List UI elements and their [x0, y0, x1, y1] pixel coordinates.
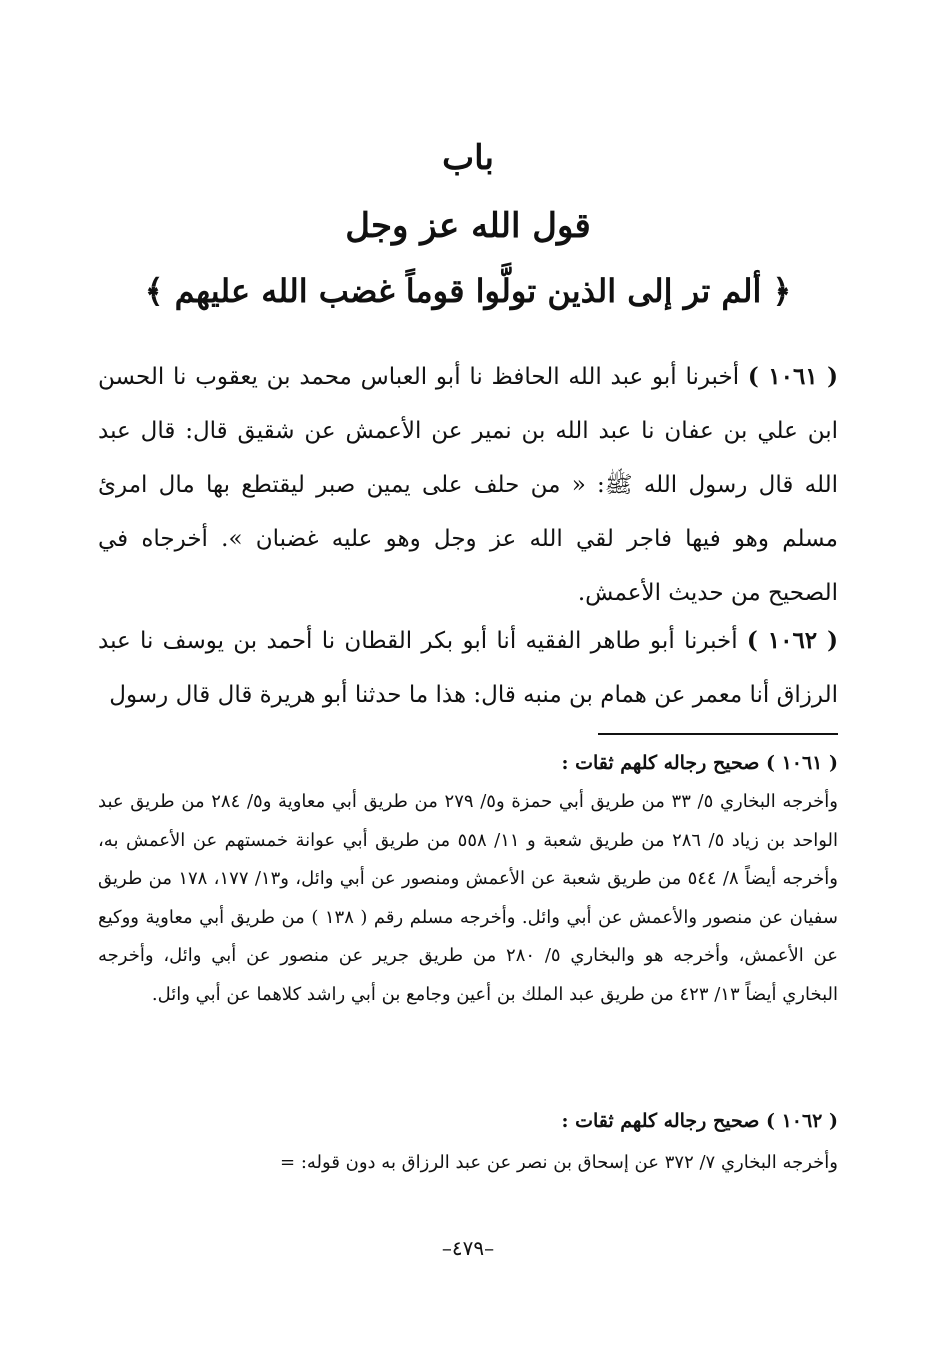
- chapter-title-statement: قول الله عز وجل: [345, 206, 591, 246]
- hadith-number: ( ١٠٦١ ): [747, 363, 839, 390]
- hadith-1061: [98, 350, 838, 620]
- footnote-title-1062: ( ١٠٦٢ ) صحيح رجاله كلهم ثقات :: [561, 1110, 838, 1132]
- chapter-title-bab: باب: [442, 138, 494, 178]
- hadith-number: ( ١٠٦٢ ): [746, 627, 839, 654]
- hadith-text: أخبرنا أبو طاهر الفقيه أنا أبو بكر القطان نا أحمد بن يوسف نا عبد الرزاق أنا معمر عن همام بن منبه قال: هذا ما حدثنا أبو هريرة قال قال رسول: [98, 628, 838, 708]
- footnote-separator: [598, 733, 838, 735]
- chapter-title-verse: ﴿ ألم تر إلى الذين تولَّوا قوماً غضب الله عليهم ﴾: [144, 272, 792, 310]
- footnote-text-1061: وأخرجه البخاري ٥/ ٣٣ من طريق أبي حمزة و٥/ ٢٧٩ من طريق أبي معاوية و٥/ ٢٨٤ من طريق عبد الواحد بن زياد ٥/ ٢٨٦ من طريق شعبة و ١١/ ٥٥٨ من طريق أبي عوانة خمستهم عن الأعمش به، وأخرجه أيضاً ٨/ ٥٤٤ من طريق شعبة عن الأعمش ومنصور عن أبي وائل، و١٣/ ١٧٧، ١٧٨ من طريق سفيان عن منصور والأعمش عن أبي وائل. وأخرجه مسلم رقم ( ١٣٨ ) من طريق أبي معاوية ووكيع عن الأعمش، وأخرجه هو والبخاري ٥/ ٢٨٠ من طريق جرير عن منصور عن أبي وائل، وأخرجه البخاري أيضاً ١٣/ ٤٢٣ من طريق عبد الملك بن أعين وجامع بن أبي راشد كلاهما عن أبي وائل.: [98, 791, 838, 1005]
- footnote-text-1062: وأخرجه البخاري ٧/ ٣٧٢ عن إسحاق بن نصر عن عبد الرزاق به دون قوله: =: [280, 1152, 838, 1173]
- hadith-text: أخبرنا أبو عبد الله الحافظ نا أبو العباس محمد بن يعقوب نا الحسن ابن علي بن عفان نا عبد الله بن نمير عن الأعمش عن شقيق قال: قال عبد الله قال رسول الله ﷺ: « من حلف على يمين صبر ليقتطع بها مال امرئ مسلم وهو فيها فاجر لقي الله عز وجل وهو عليه غضبان ». أخرجاه في الصحيح من حديث الأعمش.: [98, 364, 838, 606]
- hadith-1062: [98, 614, 838, 722]
- page-number: –٤٧٩–: [441, 1236, 495, 1260]
- footnote-title-1061: ( ١٠٦١ ) صحيح رجاله كلهم ثقات :: [561, 752, 838, 774]
